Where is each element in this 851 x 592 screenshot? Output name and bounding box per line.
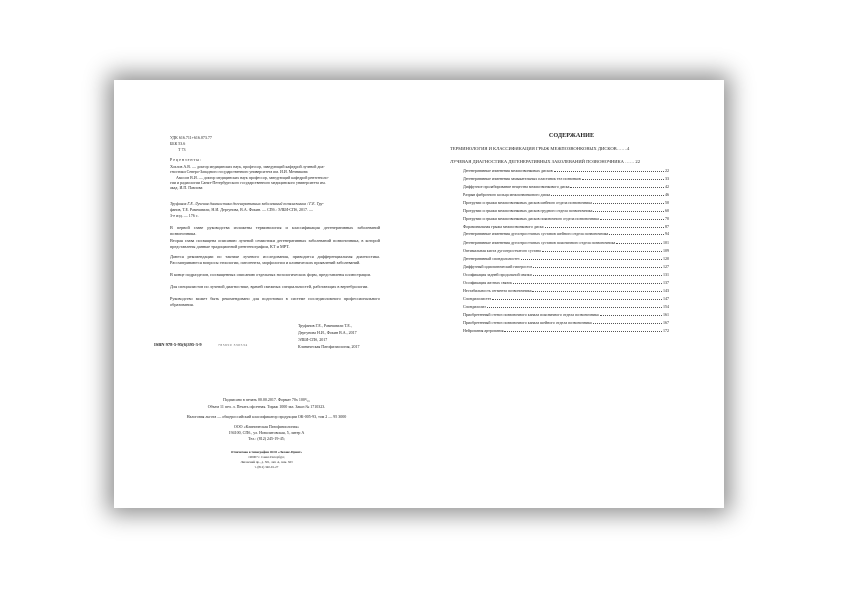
citation-line-3: 3-е изд. — 176 с. xyxy=(170,213,199,218)
toc-item xyxy=(463,280,669,285)
toc-item xyxy=(463,240,669,245)
book-spread xyxy=(114,80,724,508)
toc-item-leader xyxy=(551,192,664,196)
toc-item xyxy=(463,256,669,261)
publisher-address: 194100, СПб., ул. Новолитовская, 5, литер А xyxy=(228,430,305,435)
toc-item-leader xyxy=(593,208,664,212)
toc-item xyxy=(463,208,669,213)
toc-item-label: Приобретенный стеноз позвоночного канала шейного отдела позвоночника xyxy=(463,320,592,325)
abstract-p5: Для специалистов по лучевой диагностике, врачей смежных специальностей, работающих в вертебрологии. xyxy=(170,284,369,289)
toc-item-label: Протрузии и грыжи межпозвонковых дисков поясничного отдела позвоночника xyxy=(463,216,599,221)
udk-code: УДК 616.711+616.073.77 xyxy=(170,135,212,140)
toc-item-label: Фораминальная грыжа межпозвонкового диска xyxy=(463,224,544,229)
abstract-p1: В первой главе руководства изложены терминология и классификация дегенеративных заболеваний позвоночника. xyxy=(170,225,380,236)
toc-item xyxy=(463,176,669,181)
toc-item-label: Приобретенный стеноз позвоночного канала поясничного отдела позвоночника xyxy=(463,312,599,317)
toc-section-2: ЛУЧЕВАЯ ДИАГНОСТИКА ДЕГЕНЕРАТИВНЫХ ЗАБОЛЕВАНИЙ ПОЗВОНОЧНИКА …… 22 xyxy=(450,159,641,164)
toc-item xyxy=(463,320,669,325)
abstract-p4: В конце подразделов, посвященных описанию отдельных нозологических форм, представлены иллюстрации. xyxy=(170,272,371,277)
toc-section-1: ТЕРМИНОЛОГИЯ И КЛАССИФИКАЦИЯ ГРЫЖ МЕЖПОЗВОНКОВЫХ ДИСКОВ…….4 xyxy=(450,146,630,151)
toc-item-page: 137 xyxy=(663,280,669,285)
toc-item-label: Нейропатия артропатия xyxy=(463,328,504,333)
contents-title: СОДЕРЖАНИЕ xyxy=(548,132,595,139)
toc-item-label: Дегенеративные изменения замыкательных пластинок тел позвонков xyxy=(463,176,581,181)
toc-item-label: Дегенеративные изменения дугоотростчатых суставов шейного отдела позвоночника xyxy=(463,231,609,236)
printer-city: 190007 г. Санкт-Петербург, xyxy=(248,455,285,459)
toc-item-page: 109 xyxy=(663,248,669,253)
toc-item-leader xyxy=(533,264,662,268)
toc-item-leader xyxy=(521,256,663,260)
toc-item-page: 131 xyxy=(663,272,669,277)
toc-item-leader xyxy=(533,272,662,276)
toc-item-leader xyxy=(600,216,664,220)
publisher-name: ООО «Клиническая Патофизиология» xyxy=(233,424,300,429)
toc-item-label: Нестабильность сегмента позвоночника xyxy=(463,288,532,293)
toc-item xyxy=(463,224,669,229)
toc-item-page: 42 xyxy=(665,184,669,189)
reviewer-1: Хохлов А.В. — доктор медицинских наук, профессор, заведующий кафедрой лучевой диа- xyxy=(170,164,325,169)
printer-address: Лиговский пр., д. 301, лит. А, пом. ХП xyxy=(240,460,293,464)
toc-item-label: Диффузный идиопатический гиперостоз xyxy=(463,264,533,269)
printer-phone: т. (812) 340-91-27 xyxy=(254,465,279,469)
toc-item-page: 154 xyxy=(663,304,669,309)
toc-item-page: 50 xyxy=(665,200,669,205)
toc-item-leader xyxy=(600,312,662,316)
toc-item-leader xyxy=(570,184,664,188)
toc-item xyxy=(463,264,669,269)
toc-item-page: 172 xyxy=(663,328,669,333)
toc-item-leader xyxy=(492,296,662,300)
toc-item xyxy=(463,231,669,236)
toc-item xyxy=(463,184,669,189)
abstract-p2: Вторая глава посвящена описанию лучевой семиотики дегенеративных заболеваний позвоночника, в которой представлены данные традиционной рентгенографии, КТ и МРТ. xyxy=(170,238,380,249)
citation-line-1: Труфанов Г.Е. Лучевая диагностика дегенеративных заболеваний позвоночника / Г.Е. Тру- xyxy=(170,201,324,206)
copyright-authors-1: Труфанов Г.Е., Рамешвили Т.Е., xyxy=(298,323,352,328)
toc-item-page: 143 xyxy=(663,288,669,293)
left-page-imprint xyxy=(114,80,419,508)
copyright-patophysiology: Клиническая Патофизиология, 2017 xyxy=(298,344,360,349)
toc-item-label: Протрузии и грыжи межпозвонковых дисков грудного отдела позвоночника xyxy=(463,208,593,213)
abstract-p6: Руководство может быть рекомендовано для подготовки в системе последипломного профессионального образования. xyxy=(170,296,380,307)
publisher-phone: Тел.: (812) 245-19-45; xyxy=(248,436,285,441)
toc-item-leader xyxy=(542,248,662,252)
toc-item xyxy=(463,248,669,253)
toc-item-page: 70 xyxy=(665,216,669,221)
reviewer-2: Амосов В.И. — доктор медицинских наук профессор, заведующий кафедрой рентгеноло- xyxy=(176,175,329,180)
toc-item-leader xyxy=(504,328,662,332)
toc-item xyxy=(463,312,669,317)
toc-item-label: Спондилолистез xyxy=(463,296,492,301)
toc-item-label: Дегенеративные изменения дугоотростчатых суставов поясничного отдела позвоночника xyxy=(463,240,616,245)
catalog-code: Т 73 xyxy=(178,147,186,152)
isbn: ISBN 978-5-95(6)395-3-9 xyxy=(154,342,202,347)
printer-name: Отпечатано в типографии ООО «Леланс-Принт» xyxy=(230,450,303,454)
toc-item xyxy=(463,296,669,301)
imprint-line-1: Подписано в печать 00.00.2017. Формат 70х 100¹/₁₆ xyxy=(223,397,310,402)
toc-item-leader xyxy=(593,320,662,324)
toc-item-leader xyxy=(487,304,662,308)
toc-item-leader xyxy=(609,231,664,235)
copyright-publisher: ЭЛБИ-СПб, 2017 xyxy=(298,337,328,342)
toc-item-label: Диффузное пролабирование вещества межпозвонкового диска xyxy=(463,184,570,189)
abstract-p3: Даются рекомендации по тактике лучевого исследования, приводится дифференциальная диагностика. Рассматриваются вопросы этиологии, патогенеза, морфологии и клинических проявлений заболеваний. xyxy=(170,254,380,265)
barcode-number: 785950 330534 xyxy=(218,343,248,347)
toc-item-label: Спондилолиз xyxy=(463,304,486,309)
toc-item-page: 127 xyxy=(663,264,669,269)
toc-item-leader xyxy=(532,288,662,292)
toc-item-label: Оссификация задней продольной связки xyxy=(463,272,532,277)
toc-item-leader xyxy=(513,280,662,284)
toc-item-leader xyxy=(582,176,664,180)
toc-item xyxy=(463,168,669,173)
toc-item-leader xyxy=(593,200,664,204)
reviewer-2-cont: гии и радиологии Санкт-Петербургского государственного медицинского университета им. xyxy=(170,180,326,185)
imprint-line-2: Объем 11 печ. л. Печать офсетная. Тираж 1000 экз. Заказ № 1710323. xyxy=(207,404,326,409)
right-page-contents xyxy=(419,80,724,508)
reviewer-1-cont: гностики Северо-Западного государственного университета им. И.И. Мечникова xyxy=(170,169,308,174)
imprint-line-3: Налоговая льгота — общероссийский классификатор продукции ОК-005-93, том 2 — 95 3000 xyxy=(186,414,347,419)
reviewers-heading: Р е ц е н з е н т ы : xyxy=(170,157,202,162)
toc-item xyxy=(463,328,669,333)
toc-item-leader xyxy=(545,224,664,228)
toc-item-label: Дегенеративный спондилолистез xyxy=(463,256,520,261)
toc-item-label: Дегенеративные изменения межпозвонковых дисков xyxy=(463,168,553,173)
toc-item xyxy=(463,200,669,205)
toc-item-page: 22 xyxy=(665,168,669,173)
toc-item xyxy=(463,216,669,221)
citation-line-2: фанов, Т.Е. Рамешвили, Н.И. Дергунова, В.А. Фокин. — СПб.: ЭЛБИ-СПб, 2017. — xyxy=(170,207,314,212)
toc-item-page: 167 xyxy=(663,320,669,325)
toc-item-leader xyxy=(554,168,664,172)
bbk-code: ББК 53.6 xyxy=(170,141,186,146)
toc-item xyxy=(463,288,669,293)
toc-item xyxy=(463,272,669,277)
toc-item-leader xyxy=(616,240,662,244)
toc-item-label: Разрыв фиброзного кольца межпозвонкового диска xyxy=(463,192,551,197)
toc-item-page: 101 xyxy=(663,240,669,245)
toc-item-label: Оссификация желтых связок xyxy=(463,280,512,285)
toc-item-label: Оптимальная киста дугоотростчатого сустава xyxy=(463,248,541,253)
toc-item-page: 161 xyxy=(663,312,669,317)
toc-item xyxy=(463,192,669,197)
toc-item-page: 46 xyxy=(665,192,669,197)
toc-item-label: Протрузии и грыжи межпозвонковых дисков шейного отдела позвоночника xyxy=(463,200,592,205)
toc-item-page: 87 xyxy=(665,224,669,229)
copyright-authors-2: Дергунова Н.И., Фокин В.А., 2017 xyxy=(298,330,357,335)
toc-item-page: 60 xyxy=(665,208,669,213)
toc-item-page: 120 xyxy=(663,256,669,261)
toc-item-page: 147 xyxy=(663,296,669,301)
toc-item xyxy=(463,304,669,309)
reviewer-2-cont2: акад. И.П. Павлова xyxy=(170,185,203,190)
toc-item-page: 94 xyxy=(665,231,669,236)
toc-item-page: 33 xyxy=(665,176,669,181)
